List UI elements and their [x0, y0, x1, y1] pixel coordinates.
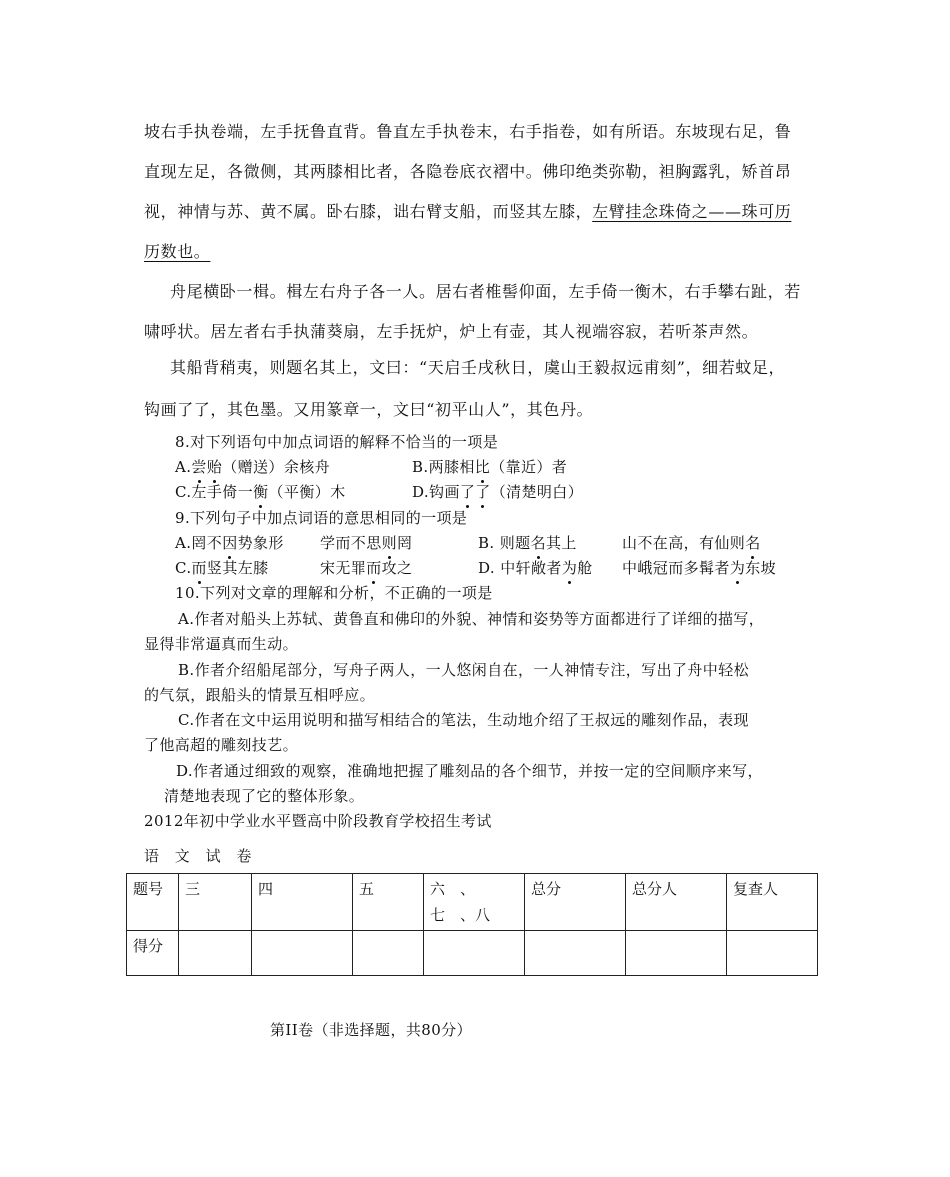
header-cell: 四	[252, 874, 353, 931]
question-9-option-d: D. 中轩敞者为舱	[478, 559, 593, 577]
header-cell: 题号	[127, 874, 179, 931]
question-9-option-c-compare: 宋无罪而攻之	[320, 559, 413, 577]
passage-line: 直现左足，各微侧，其两膝相比者，各隐卷底衣褶中。佛印绝类弥勒，袒胸露乳，矫首昂	[144, 162, 792, 181]
question-8-option-b: B.两膝相比（靠近）者	[412, 458, 568, 476]
question-9-option-b-compare: 山不在高，有仙则名	[622, 534, 761, 552]
score-table-score-row	[127, 931, 818, 976]
passage-line: 啸呼状。居左者右手执蒲葵扇，左手抚炉，炉上有壶，其人视端容寂，若听茶声然。	[144, 322, 759, 341]
question-10-option-c-cont: 了他高超的雕刻技艺。	[144, 736, 299, 754]
passage-line: 视，神情与苏、黄不属。卧右膝，诎右臂支船，而竖其左膝，左臂挂念珠倚之——珠可历	[144, 202, 792, 221]
question-10-stem: 10.下列对文章的理解和分析，不正确的一项是	[175, 584, 493, 602]
question-10-option-a-cont: 显得非常逼真而生动。	[144, 635, 299, 653]
question-8-option-d: D.钩画了了（清楚明白）	[412, 483, 584, 501]
passage-line: 钩画了了，其色墨。又用篆章一，文曰“初平山人”，其色丹。	[144, 400, 594, 419]
passage-line: 坡右手执卷端，左手抚鲁直背。鲁直左手执卷末，右手指卷，如有所语。东坡现右足，鲁	[144, 122, 792, 141]
exam-title: 2012年初中学业水平暨高中阶段教育学校招生考试	[144, 812, 492, 830]
score-table-header-row	[127, 874, 818, 931]
part-two-heading: 第II卷（非选择题，共80分）	[270, 1021, 472, 1039]
question-8-option-a: A.尝贻（赠送）余核舟	[175, 458, 331, 476]
score-row-label: 得分	[127, 931, 179, 976]
header-cell: 五	[353, 874, 424, 931]
question-9-option-b: B. 则题名其上	[478, 534, 577, 552]
question-10-option-b: B.作者介绍船尾部分，写舟子两人，一人悠闲自在，一人神情专注，写出了舟中轻松	[178, 661, 749, 679]
question-8-option-c: C.左手倚一衡（平衡）木	[175, 483, 346, 501]
question-9-option-d-compare: 中峨冠而多髯者为东坡	[622, 559, 777, 577]
question-8-stem: 8.对下列语句中加点词语的解释不恰当的一项是	[175, 433, 499, 451]
header-cell: 三	[179, 874, 252, 931]
underlined-sentence: 左臂挂念珠倚之——珠可历	[592, 202, 792, 221]
question-9-option-c: C.而竖其左膝	[175, 559, 269, 577]
score-cell[interactable]	[626, 931, 727, 976]
header-cell: 总分	[525, 874, 626, 931]
score-cell[interactable]	[353, 931, 424, 976]
score-cell[interactable]	[727, 931, 818, 976]
passage-line: 舟尾横卧一楫。楫左右舟子各一人。居右者椎髻仰面，左手倚一衡木，右手攀右趾，若	[170, 282, 801, 301]
question-10-option-d-cont: 清楚地表现了它的整体形象。	[164, 787, 365, 805]
score-cell[interactable]	[424, 931, 525, 976]
question-9-stem: 9.下列句子中加点词语的意思相同的一项是	[175, 509, 468, 527]
score-cell[interactable]	[179, 931, 252, 976]
score-cell[interactable]	[252, 931, 353, 976]
question-10-option-b-cont: 的气氛，跟船头的情景互相呼应。	[144, 686, 376, 704]
question-9-option-a: A.罔不因势象形	[175, 534, 284, 552]
question-10-option-c: C.作者在文中运用说明和描写相结合的笔法，生动地介绍了王叔远的雕刻作品，表现	[178, 711, 749, 729]
underlined-sentence-end: 历数也。	[144, 242, 211, 261]
question-10-option-d: D.作者通过细致的观察，准确地把握了雕刻品的各个细节，并按一定的空间顺序来写，	[176, 762, 763, 780]
score-table	[126, 873, 818, 976]
question-9-option-a-compare: 学而不思则罔	[320, 534, 413, 552]
header-cell: 复查人	[727, 874, 818, 931]
passage-line: 其船背稍夷，则题名其上，文曰：“天启壬戌秋日，虞山王毅叔远甫刻”，细若蚊足，	[170, 358, 786, 377]
score-cell[interactable]	[525, 931, 626, 976]
exam-subject: 语 文 试 卷	[144, 847, 252, 865]
question-10-option-a: A.作者对船头上苏轼、黄鲁直和佛印的外貌、神情和姿势等方面都进行了详细的描写，	[178, 610, 765, 628]
header-cell: 六 、 七 、八	[424, 874, 525, 931]
header-cell: 总分人	[626, 874, 727, 931]
